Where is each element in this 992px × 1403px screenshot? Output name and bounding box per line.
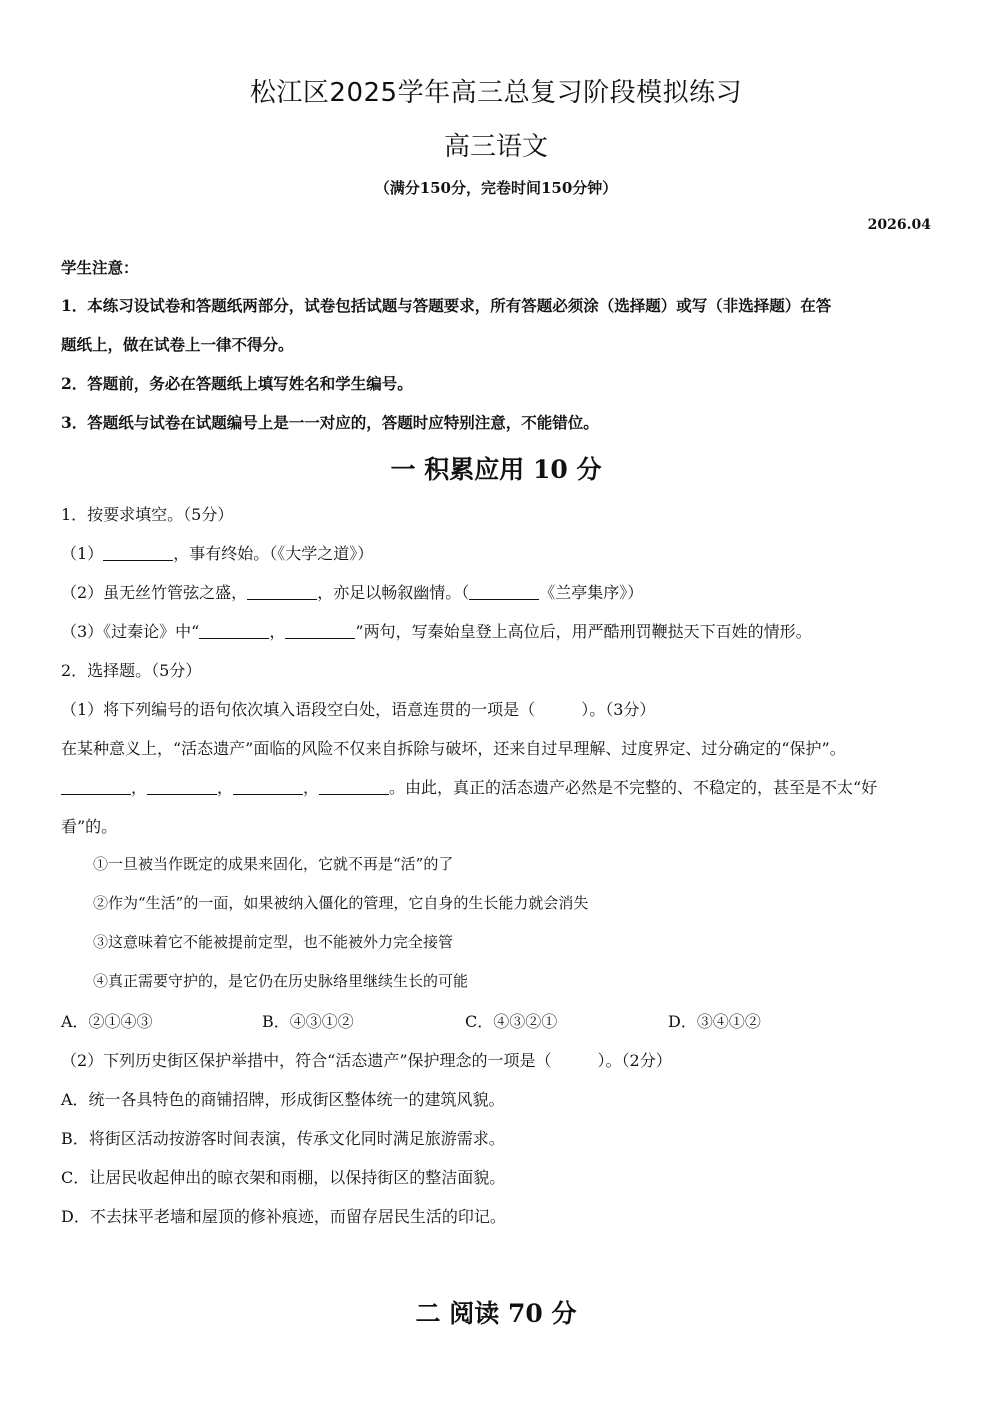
passage-line-2-tail: 。由此，真正的活态遗产必然是不完整的、不稳定的，甚至是不太“好 <box>389 778 878 797</box>
sentence-1: ①一旦被当作既定的成果来固化，它就不再是“活”的了 <box>93 855 454 873</box>
answer-blank[interactable] <box>469 583 539 600</box>
q1-p1-text: ，事有终始。（《大学之道》） <box>173 544 374 563</box>
score-info: （满分150分，完卷时间150分钟） <box>374 179 618 197</box>
q1-p3-sep: ， <box>269 622 286 641</box>
passage-line-3: 看”的。 <box>61 817 118 836</box>
q2-stem: 2．选择题。（5分） <box>61 661 202 680</box>
answer-blank[interactable] <box>61 778 131 795</box>
exam-title: 松江区2025学年高三总复习阶段模拟练习 <box>249 78 743 108</box>
sentence-2: ②作为“生活”的一面，如果被纳入僵化的管理，它自身的生长能力就会消失 <box>93 894 589 912</box>
passage-sep: ， <box>303 778 320 797</box>
notice-item-2: 2．答题前，务必在答题纸上填写姓名和学生编号。 <box>61 374 413 393</box>
passage-sep: ， <box>217 778 234 797</box>
q2-sub-2 <box>61 1048 672 1071</box>
section-2-title: 二 阅读 70 分 <box>415 1299 577 1328</box>
answer-blank[interactable] <box>147 778 217 795</box>
q1-p3-text-a: （3）《过秦论》中“ <box>61 622 200 641</box>
q1-p2-text-a: （2）虽无丝竹管弦之盛， <box>61 583 248 602</box>
q1-part-3 <box>61 619 812 642</box>
q1-p1-label: （1） <box>61 544 104 563</box>
q2-sub1-text-a: （1）将下列编号的语句依次填入语段空白处，语意连贯的一项是（ <box>61 700 536 719</box>
option-b[interactable]: B．④③①② <box>262 1012 354 1031</box>
q1-stem: 1．按要求填空。（5分） <box>61 505 234 524</box>
section-1-title: 一 积累应用 10 分 <box>390 455 602 484</box>
answer-blank[interactable] <box>319 778 389 795</box>
notice-item-1-line-2: 题纸上，做在试卷上一律不得分。 <box>61 335 294 354</box>
option-d[interactable]: D．不去抹平老墙和屋顶的修补痕迹，而留存居民生活的印记。 <box>61 1207 506 1226</box>
q2-sub-1 <box>61 697 655 720</box>
option-a[interactable]: A．统一各具特色的商铺招牌，形成街区整体统一的建筑风貌。 <box>61 1090 505 1109</box>
passage-sep: ， <box>131 778 148 797</box>
exam-date: 2026.04 <box>867 217 931 233</box>
option-d[interactable]: D．③④①② <box>668 1012 761 1031</box>
answer-blank[interactable] <box>233 778 303 795</box>
answer-blank[interactable] <box>103 544 173 561</box>
sentence-4: ④真正需要守护的，是它仍在历史脉络里继续生长的可能 <box>93 972 469 990</box>
answer-blank[interactable] <box>285 622 355 639</box>
option-c[interactable]: C．④③②① <box>465 1012 558 1031</box>
notice-item-3: 3．答题纸与试卷在试题编号上是一一对应的，答题时应特别注意，不能错位。 <box>61 413 599 432</box>
q1-p3-text-c: ”两句，写秦始皇登上高位后，用严酷刑罚鞭挞天下百姓的情形。 <box>355 622 812 641</box>
q2-sub2-text-b: ）。（2分） <box>597 1051 672 1070</box>
subject-title: 高三语文 <box>443 132 548 162</box>
option-a[interactable]: A．②①④③ <box>61 1012 153 1031</box>
q2-sub2-text-a: （2）下列历史街区保护举措中，符合“活态遗产”保护理念的一项是（ <box>61 1051 552 1070</box>
passage-line-1: 在某种意义上，“活态遗产”面临的风险不仅来自拆除与破坏，还来自过早理解、过度界定、过分确定的“保护”。 <box>61 739 846 758</box>
notice-item-1-line-1: 1．本练习设试卷和答题纸两部分，试卷包括试题与答题要求，所有答题必须涂（选择题）或写（非选择题）在答 <box>61 296 832 315</box>
answer-blank[interactable] <box>199 622 269 639</box>
sentence-3: ③这意味着它不能被提前定型，也不能被外力完全接管 <box>93 933 454 951</box>
q2-sub1-text-b: ）。（3分） <box>581 700 656 719</box>
q1-p2-text-b: ，亦足以畅叙幽情。（ <box>317 583 470 602</box>
option-c[interactable]: C．让居民收起伸出的晾衣架和雨棚，以保持街区的整洁面貌。 <box>61 1168 506 1187</box>
q1-part-2 <box>61 580 643 603</box>
q1-part-1 <box>61 541 373 564</box>
notice-heading: 学生注意： <box>61 258 139 277</box>
passage-line-2 <box>61 775 877 798</box>
q1-p2-text-c: 《兰亭集序》） <box>539 583 644 602</box>
option-b[interactable]: B．将街区活动按游客时间表演，传承文化同时满足旅游需求。 <box>61 1129 505 1148</box>
answer-blank[interactable] <box>247 583 317 600</box>
